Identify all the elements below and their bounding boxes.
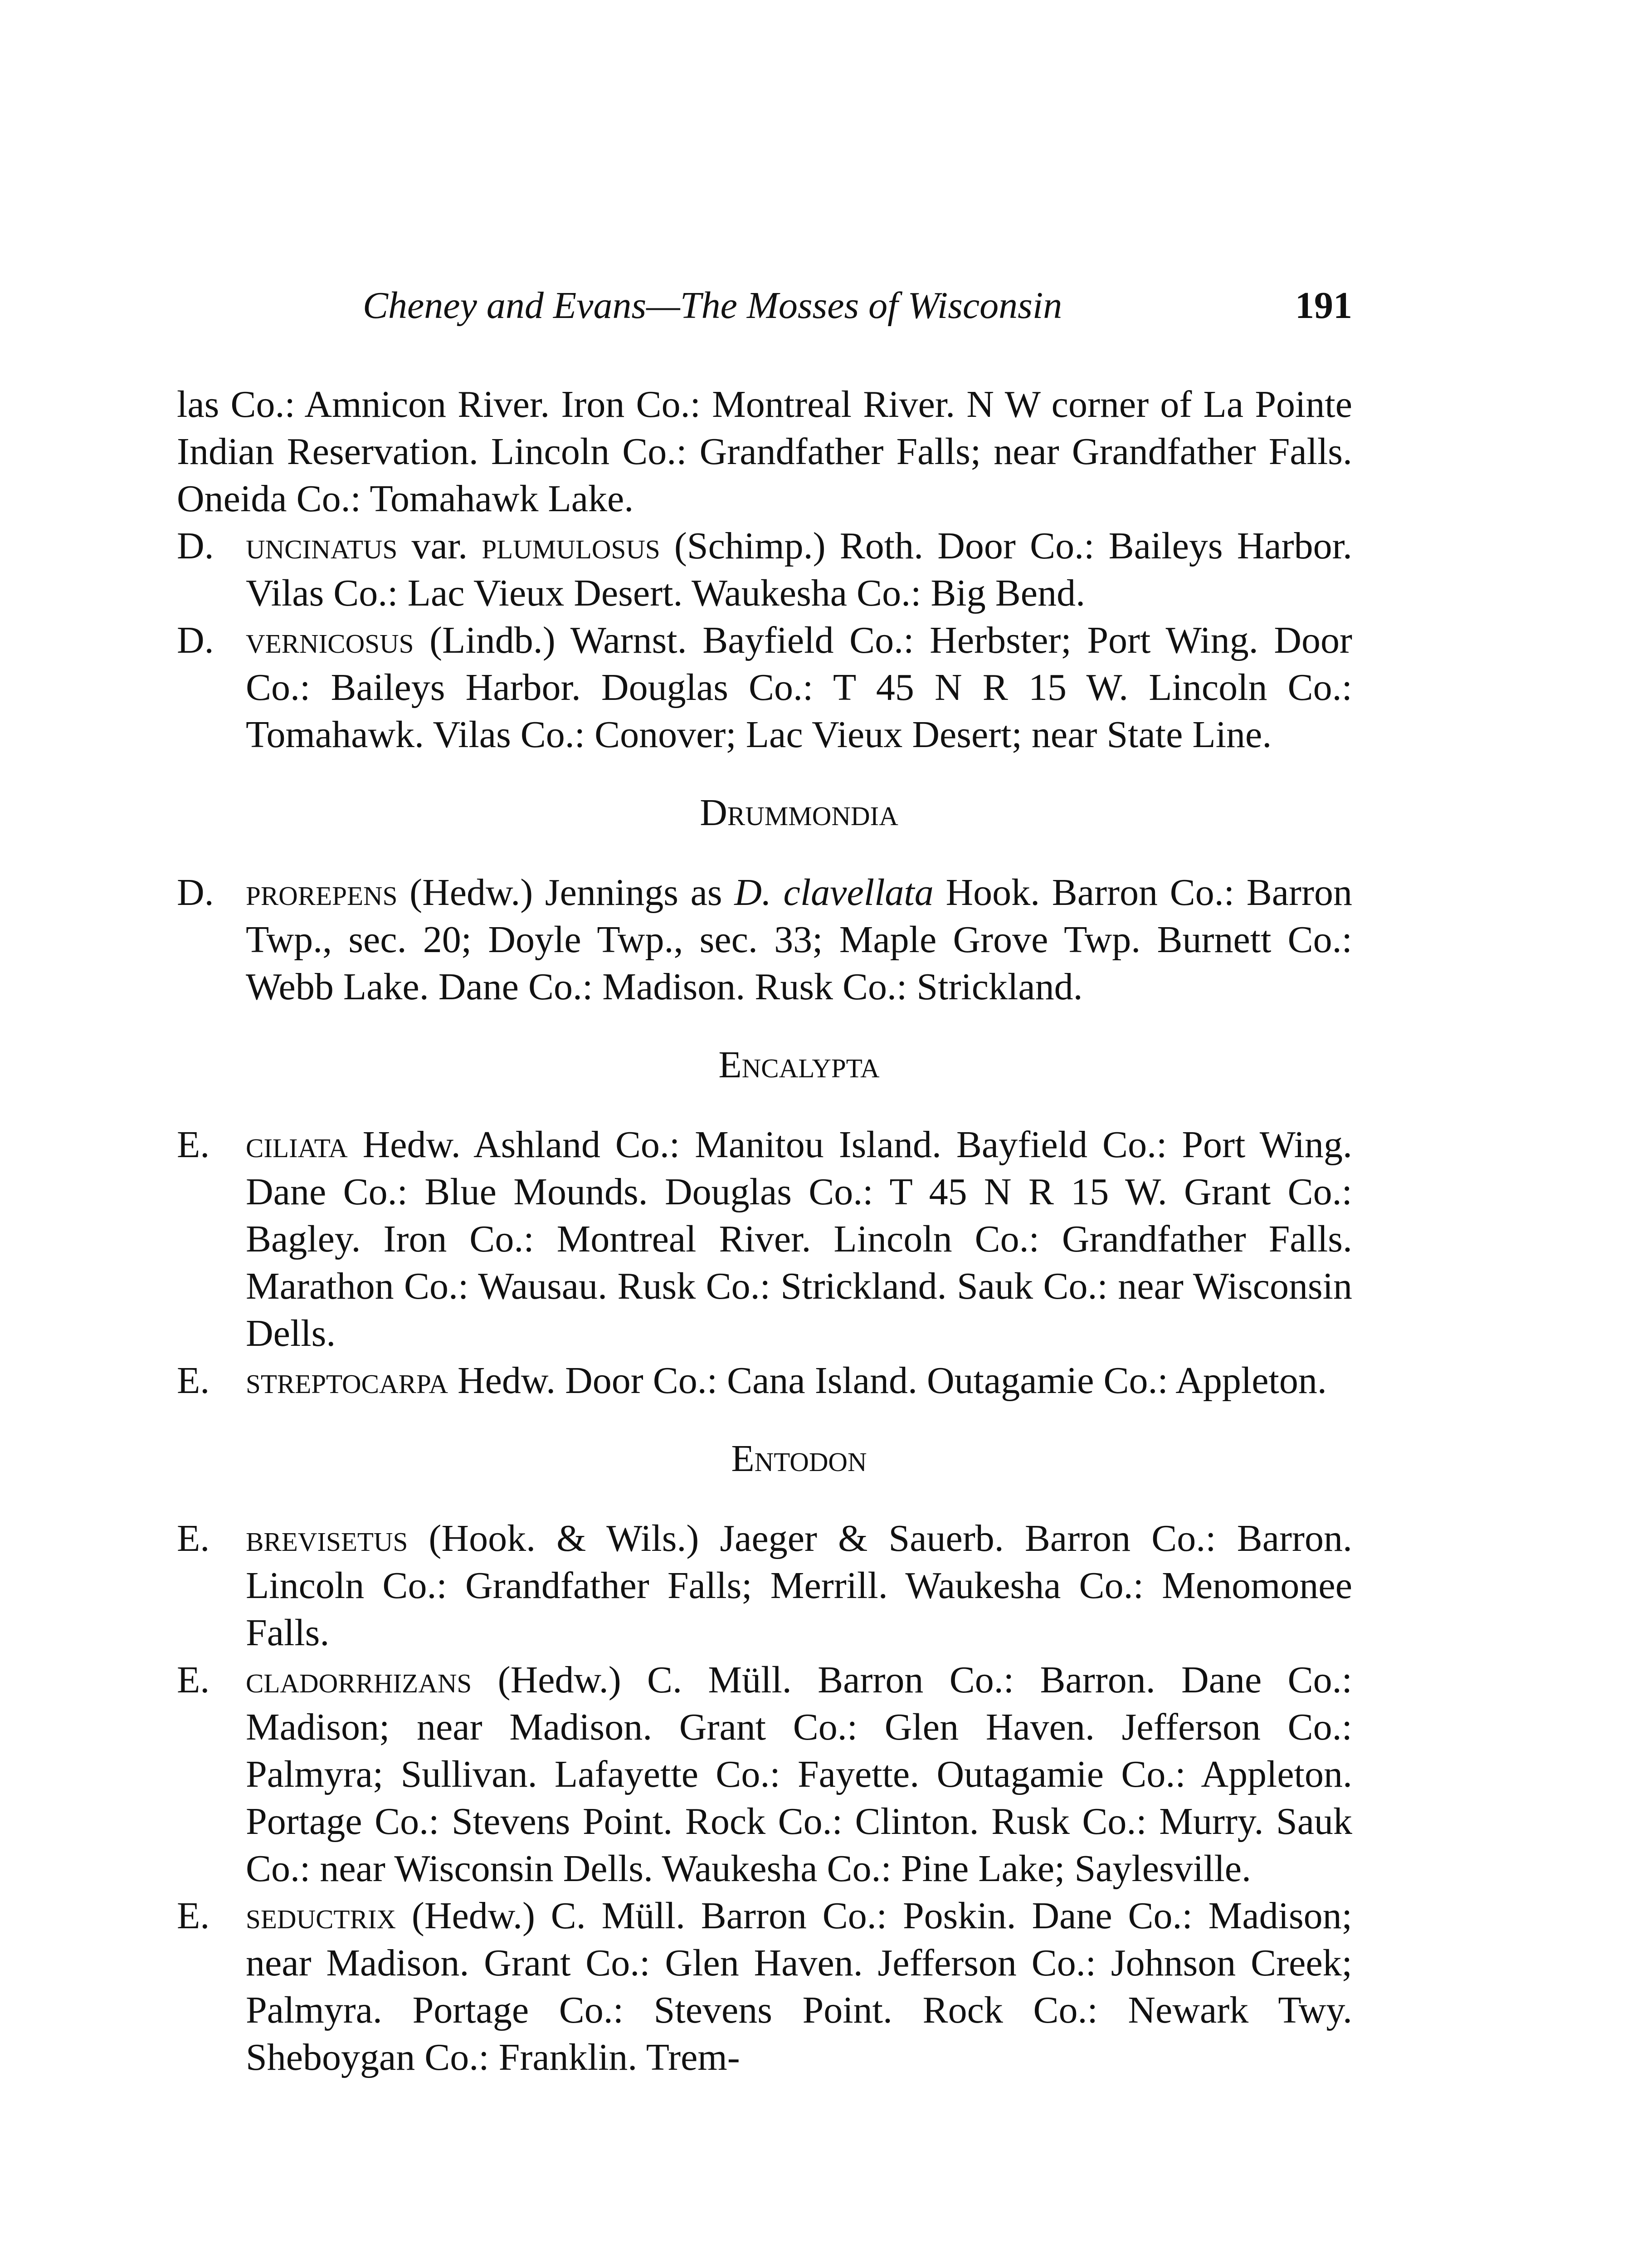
species-name: cladorrhizans (246, 1659, 472, 1701)
running-title: Cheney and Evans—The Mosses of Wisconsin (363, 284, 1062, 327)
entry-letter: D. (177, 619, 214, 661)
entry-text: (Schimp.) Roth. Door Co.: Baileys Harbor. Vilas Co.: Lac Vieux Desert. Waukesha Co.: Big Bend. (246, 525, 1352, 614)
continuation-paragraph (177, 381, 1352, 523)
synonym-name: D. clavellata (734, 871, 934, 914)
entry-text: (Hedw.) C. Müll. Barron Co.: Poskin. Dane Co.: Madison; near Madison. Grant Co.: Glen Haven. Jefferson Co.: Johnson Creek; Palmyra. Portage Co.: Stevens Point. Rock Co.: Newark Twy. Sheboygan Co.: Franklin. Trem- (246, 1895, 1352, 2078)
entry-text: (Hook. & Wils.) Jaeger & Sauerb. Barron Co.: Barron. Lincoln Co.: Grandfather Falls; Merrill. Waukesha Co.: Menomonee Falls. (246, 1517, 1352, 1654)
species-name: vernicosus (246, 619, 414, 661)
running-header (363, 284, 1352, 342)
species-name: seductrix (246, 1895, 396, 1937)
species-name: ciliata (246, 1124, 348, 1166)
entry-text: (Hedw.) C. Müll. Barron Co.: Barron. Dane Co.: Madison; near Madison. Grant Co.: Glen Haven. Jefferson Co.: Palmyra; Sullivan. Lafayette Co.: Fayette. Outagamie Co.: Appleton. Portage Co.: Stevens Point. Rock Co.: Clinton. Rusk Co.: Murry. Sauk Co.: near Wisconsin Dells. Waukesha Co.: Pine Lake; Saylesville. (246, 1659, 1352, 1890)
species-entry (177, 869, 1352, 1011)
entry-letter: E. (177, 1124, 210, 1166)
entry-text-prefix: (Hedw.) Jennings as (397, 871, 735, 914)
variety-name: plumulosus (482, 525, 660, 567)
species-entry (177, 1357, 1352, 1404)
entry-letter: D. (177, 871, 214, 914)
entry-letter: E. (177, 1895, 210, 1937)
species-name: prorepens (246, 871, 398, 914)
species-entry (177, 1121, 1352, 1357)
entry-text: Hedw. Door Co.: Cana Island. Outagamie Co.: Appleton. (448, 1359, 1327, 1402)
entry-letter: D. (177, 525, 214, 567)
page-body (177, 381, 1352, 2081)
entry-text: Hedw. Ashland Co.: Manitou Island. Bayfield Co.: Port Wing. Dane Co.: Blue Mounds. Douglas Co.: T 45 N R 15 W. Grant Co.: Bagley. Iron Co.: Montreal River. Lincoln Co.: Grandfather Falls. Marathon Co.: Wausau. Rusk Co.: Strickland. Sauk Co.: near Wisconsin Dells. (246, 1124, 1352, 1354)
species-name: streptocarpa (246, 1359, 448, 1402)
page-number: 191 (1295, 284, 1352, 327)
species-entry (177, 523, 1352, 617)
species-entry (177, 1657, 1352, 1892)
genus-heading-entodon: Entodon (731, 1437, 867, 1480)
entry-text: Hook. Barron Co.: Barron Twp., sec. 20; Doyle Twp., sec. 33; Maple Grove Twp. Burnett Co.: Webb Lake. Dane Co.: Madison. Rusk Co.: Strickland. (246, 871, 1352, 1008)
species-entry (177, 1892, 1352, 2081)
species-name: brevisetus (246, 1517, 408, 1559)
continuation-text: las Co.: Amnicon River. Iron Co.: Montreal River. N W corner of La Pointe Indian Reservation. Lincoln Co.: Grandfather Falls; near Grandfather Falls. Oneida Co.: Tomahawk Lake. (177, 383, 1352, 520)
entry-letter: E. (177, 1517, 210, 1559)
entry-letter: E. (177, 1359, 210, 1402)
species-entry (177, 617, 1352, 758)
entry-letter: E. (177, 1659, 210, 1701)
entry-text: (Lindb.) Warnst. Bayfield Co.: Herbster; Port Wing. Door Co.: Baileys Harbor. Douglas Co.: T 45 N R 15 W. Lincoln Co.: Tomahawk. Vilas Co.: Conover; Lac Vieux Desert; near State Line. (246, 619, 1352, 756)
genus-heading-drummondia: Drummondia (700, 792, 898, 834)
genus-heading-encalypta: Encalypta (718, 1044, 880, 1086)
variety-marker: var. (397, 525, 482, 567)
species-entry (177, 1515, 1352, 1657)
species-name: uncinatus (246, 525, 398, 567)
